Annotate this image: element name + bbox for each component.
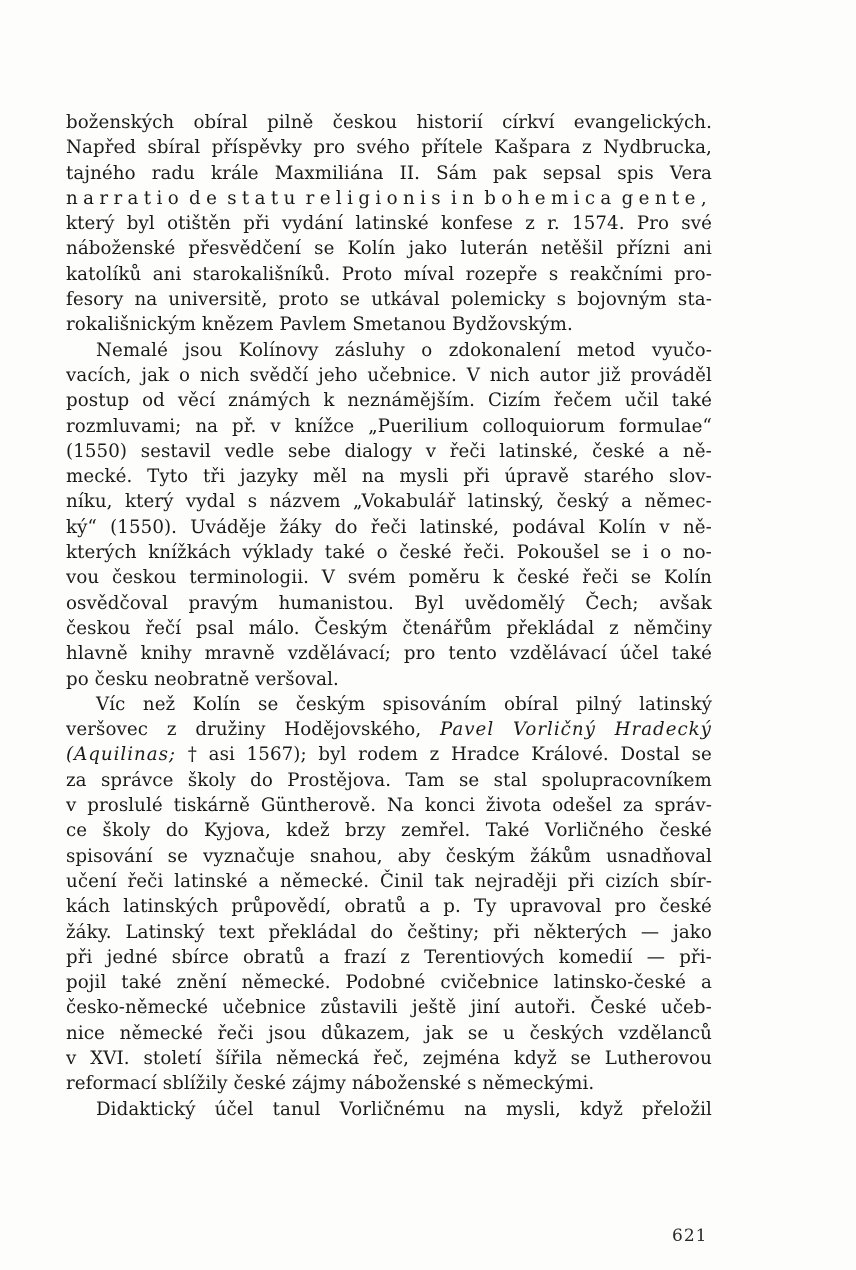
text-line: tajného radu krále Maxmiliána II. Sám pak sepsal spis Vera xyxy=(66,162,712,184)
text-line: vou českou terminologii. V svém poměru k české řeči se Kolín xyxy=(66,567,712,589)
text-line: při jedné sbírce obratů a frazí z Terentiových komedií — při- xyxy=(66,946,712,968)
text-line: boženských obíral pilně českou historií církví evangelických. xyxy=(66,112,712,133)
text-line-spaced-title: narratio de statu religionis in bohemica gente, xyxy=(66,187,712,209)
text-line: postup od věcí známých k neznámějším. Cizím řečem učil také xyxy=(66,390,712,412)
paragraph-start-line: Nemalé jsou Kolínovy zásluhy o zdokonalení metod vyučo- xyxy=(96,339,712,361)
text-line: česko-německé učebnice zůstavili ještě jiní autoři. České učeb- xyxy=(66,997,712,1019)
text-line: spisování se vyznačuje snahou, aby českým žákům usnadňoval xyxy=(66,845,712,867)
text-line: vacích, jak o nich svědčí jeho učebnice. V nich autor již prováděl xyxy=(66,364,712,386)
text-line: za správce školy do Prostějova. Tam se stal spolupracovníkem xyxy=(66,769,712,791)
text-line: v XVI. století šířila německá řeč, zejména když se Lutherovou xyxy=(66,1047,712,1069)
text-line: reformací sblížily české zájmy náboženské s německými. xyxy=(66,1073,595,1095)
text-line: mecké. Tyto tři jazyky měl na mysli při úpravě starého slov- xyxy=(66,466,712,488)
text-line: učení řeči latinské a německé. Činil tak nejraději při cizích sbír- xyxy=(66,870,712,892)
text-line: českou řečí psal málo. Českým čtenářům překládal z němčiny xyxy=(66,617,712,639)
text-line-with-italic-name: (Aquilinas; † asi 1567); byl rodem z Hradce Králové. Dostal se xyxy=(66,744,712,766)
text-line: žáky. Latinský text překládal do češtiny; při některých — jako xyxy=(66,921,712,943)
text-line: kách latinských průpovědí, obratů a p. Ty upravoval pro české xyxy=(66,896,712,918)
page-number: 621 xyxy=(672,1226,708,1246)
text-line: po česku neobratně veršoval. xyxy=(66,668,339,690)
text-line: pojil také znění německé. Podobné cvičebnice latinsko-české a xyxy=(66,972,712,994)
text-line: nice německé řeči jsou důkazem, jak se u českých vzdělanců xyxy=(66,1022,712,1044)
body-text xyxy=(66,110,712,1122)
text-line: (1550) sestavil vedle sebe dialogy v řeči latinské, české a ně- xyxy=(66,440,712,462)
text-line: rokališnickým knězem Pavlem Smetanou Bydžovským. xyxy=(66,314,573,336)
text-line: níku, který vydal s názvem „Vokabulář latinský, český a němec- xyxy=(66,491,712,513)
text-line: fesory na universitě, proto se utkával polemicky s bojovným sta- xyxy=(66,289,712,311)
text-line: katolíků ani starokališníků. Proto míval rozepře s reakčními pro- xyxy=(66,263,712,285)
text-line: rozmluvami; na př. v knížce „Puerilium colloquiorum formulae“ xyxy=(66,415,712,437)
paragraph-start-line: Didaktický účel tanul Vorličnému na mysli, když přeložil xyxy=(96,1098,712,1120)
text-line: v proslulé tiskárně Güntherově. Na konci života odešel za správ- xyxy=(66,795,712,817)
text-line: ký“ (1550). Uváděje žáky do řeči latinské, podával Kolín v ně- xyxy=(66,516,712,538)
text-line-with-italic-name: veršovec z družiny Hodějovského, Pavel Vorličný Hradecký xyxy=(66,719,712,741)
text-line: náboženské přesvědčení se Kolín jako luterán netěšil přízni ani xyxy=(66,238,712,260)
text-line: kterých knížkách výklady také o české řeči. Pokoušel se i o no- xyxy=(66,542,712,564)
text-line: ce školy do Kyjova, kdež brzy zemřel. Také Vorličného české xyxy=(66,820,712,842)
text-line: osvědčoval pravým humanistou. Byl uvědomělý Čech; avšak xyxy=(66,592,712,614)
paragraph-start-line: Víc než Kolín se českým spisováním obíral pilný latinský xyxy=(96,693,712,715)
text-line: Napřed sbíral příspěvky pro svého přítele Kašpara z Nydbrucka, xyxy=(66,137,712,159)
text-line: hlavně knihy mravně vzdělávací; pro tento vzdělávací účel také xyxy=(66,643,712,665)
text-line: který byl otištěn při vydání latinské konfese z r. 1574. Pro své xyxy=(66,213,712,235)
